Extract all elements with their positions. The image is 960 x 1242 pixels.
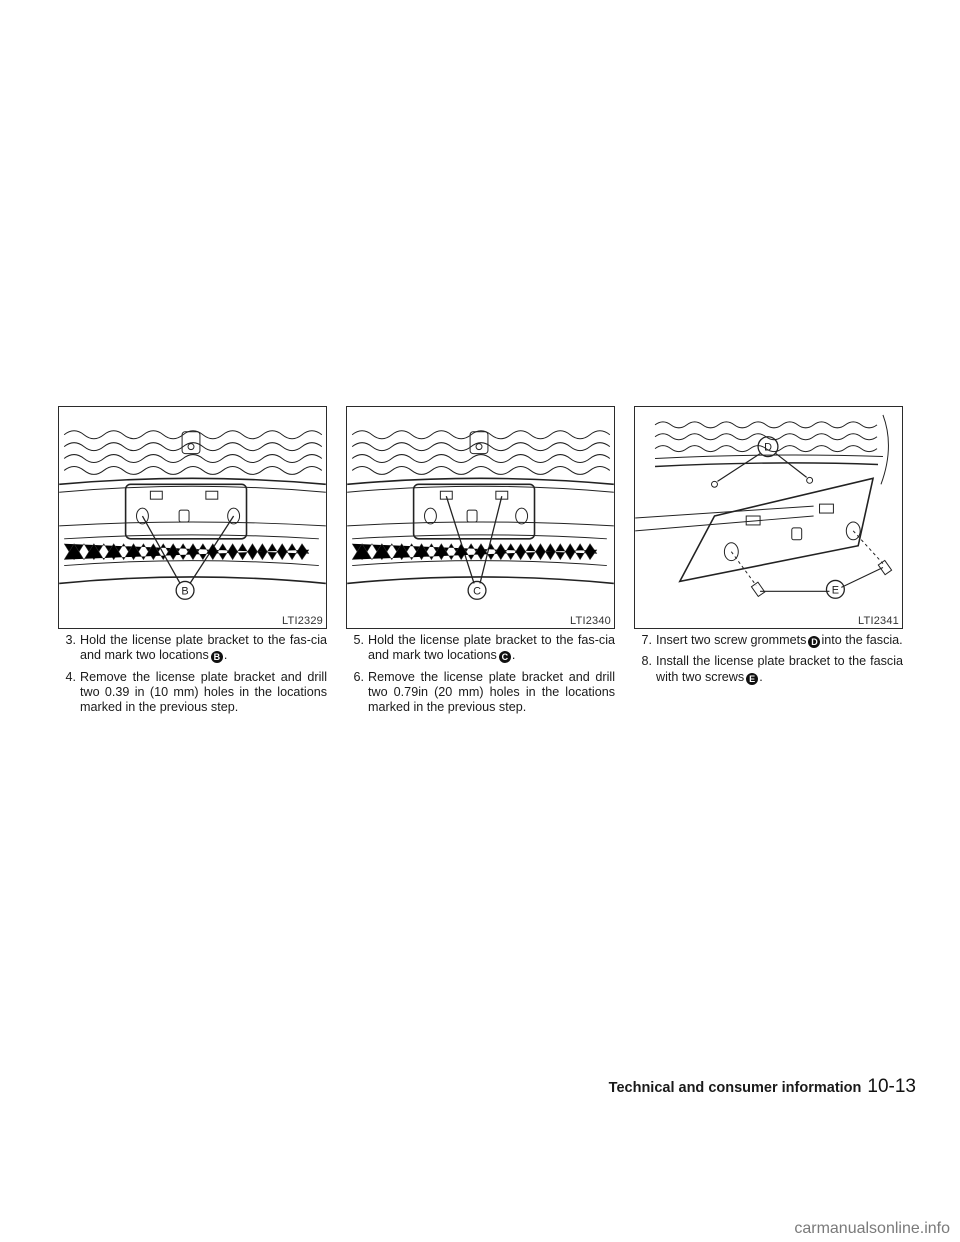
step-text-tail: . [759,669,763,684]
page-number: 10-13 [867,1076,916,1097]
step-text [80,633,327,664]
figure-drill-holes [346,406,615,629]
figure-code: LTI2341 [858,615,899,627]
callout-b: B [181,585,189,598]
step-number: 8. [641,654,652,669]
callout-marker-d: D [808,636,820,648]
step-text [656,633,903,648]
callout-marker-b: B [211,651,223,663]
figure-code: LTI2329 [282,615,323,627]
step-3 [58,633,327,664]
instructions-column-2 [346,633,615,721]
figure-mark-locations [58,406,327,629]
callout-e: E [831,584,840,597]
figure-install-bracket [634,406,903,629]
instructions-column-1 [58,633,327,721]
step-7 [634,633,903,648]
step-text-tail: . [223,648,228,663]
step-5 [346,633,615,664]
step-number: 6. [353,669,364,684]
step-text: Remove the license plate bracket and drill two 0.39 in (10 mm) holes in the locations marked in the previous step. [80,669,327,715]
callout-marker-e: E [746,673,758,685]
section-title: Technical and consumer information [608,1080,862,1096]
callout-marker-c: C [499,651,511,663]
watermark[interactable]: carmanualsonline.info [794,1220,950,1237]
bracket-install-illustration [635,407,902,628]
figure-code: LTI2340 [570,615,611,627]
step-text-main: Insert two screw grommets [656,633,807,647]
page-footer [609,1076,916,1098]
step-text-main: Hold the license plate bracket to the fas-cia and mark two locations [80,633,327,663]
step-number: 4. [65,669,76,684]
callout-c: C [473,585,481,598]
step-text-main: Install the license plate bracket to the fascia with two screws [656,654,903,684]
step-8 [634,654,903,685]
step-text-main: Hold the license plate bracket to the fas-cia and mark two locations [368,633,615,663]
step-4 [58,670,327,716]
step-text [656,654,903,685]
callout-d: D [764,441,772,454]
step-text: Remove the license plate bracket and drill two 0.79in (20 mm) holes in the locations marked in the previous step. [368,669,615,715]
step-text-tail: . [511,648,516,663]
step-number: 7. [641,633,652,647]
step-text [368,633,615,664]
step-number: 3. [65,633,76,647]
bumper-illustration [347,407,614,628]
step-number: 5. [353,633,364,647]
step-text-tail: into the fascia. [821,633,903,647]
instructions-column-3 [634,633,903,691]
bumper-illustration [59,407,326,628]
step-6 [346,670,615,716]
